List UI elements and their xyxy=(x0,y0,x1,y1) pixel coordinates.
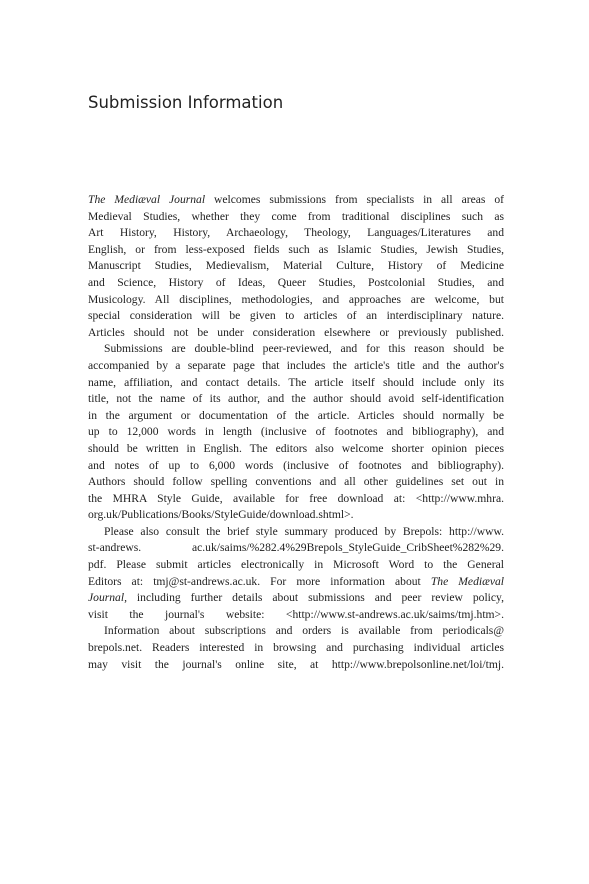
text-line xyxy=(88,607,504,624)
roman-text: Submissions are double-blind peer-reviewed, and for this reason should be xyxy=(104,342,504,356)
paragraph-subscriptions xyxy=(88,623,504,673)
text-line xyxy=(104,524,504,541)
text-line xyxy=(88,657,504,674)
italic-text: The Mediæval xyxy=(430,574,504,588)
text-line xyxy=(88,358,504,375)
text-line xyxy=(88,507,504,524)
text-line xyxy=(88,209,504,226)
roman-text: brepols.net. Readers interested in browsing and purchasing individual articles xyxy=(88,641,504,655)
roman-text: the MHRA Style Guide, available for free download at: <http://www.mhra. xyxy=(88,491,504,505)
roman-text: Manuscript Studies, Medievalism, Material Culture, History of Medicine xyxy=(88,259,504,273)
text-line xyxy=(88,292,504,309)
italic-text: Journal, xyxy=(88,591,127,605)
roman-text: including further details about submissions and peer review policy, xyxy=(126,591,504,605)
text-line xyxy=(88,640,504,657)
text-line xyxy=(104,623,504,640)
roman-text: welcomes submissions from specialists in all areas of xyxy=(205,193,504,206)
roman-text: up to 12,000 words in length (inclusive of footnotes and bibliography), and xyxy=(88,425,504,439)
roman-text: name, affiliation, and contact details. The article itself should include only its xyxy=(88,375,504,389)
text-line xyxy=(88,242,504,259)
roman-text: Medieval Studies, whether they come from traditional disciplines such as xyxy=(88,209,504,223)
paragraph-journal-scope xyxy=(88,192,504,341)
text-line xyxy=(88,308,504,325)
roman-text: pdf. Please submit articles electronically in Microsoft Word to the General xyxy=(88,558,504,572)
text-line xyxy=(88,225,504,242)
text-line xyxy=(88,408,504,425)
text-line xyxy=(88,391,504,408)
roman-text: and notes of up to 6,000 words (inclusive of footnotes and bibliography). xyxy=(88,458,504,472)
roman-text: should be written in English. The editors also welcome shorter opinion pieces xyxy=(88,441,504,455)
roman-text: Please also consult the brief style summary produced by Brepols: http://www. xyxy=(104,524,504,538)
roman-text: title, not the name of its author, and the author should avoid self-identification xyxy=(88,392,504,406)
roman-text: accompanied by a separate page that includes the article's title and the author's xyxy=(88,358,504,372)
text-line xyxy=(88,375,504,392)
roman-text: Art History, History, Archaeology, Theology, Languages/Literatures and xyxy=(88,226,504,240)
roman-text: and Science, History of Ideas, Queer Studies, Postcolonial Studies, and xyxy=(88,275,504,289)
text-line xyxy=(88,540,504,557)
roman-text: English, or from less-exposed fields such as Islamic Studies, Jewish Studies, xyxy=(88,242,504,256)
roman-text: Editors at: tmj@st-andrews.ac.uk. For more information about xyxy=(88,574,431,588)
roman-text: Articles should not be under consideration elsewhere or previously published. xyxy=(88,325,504,339)
text-line xyxy=(88,275,504,292)
roman-text: visit the journal's website: <http://www.st-andrews.ac.uk/saims/tmj.htm>. xyxy=(88,607,504,621)
roman-text: special consideration will be given to articles of an interdisciplinary nature. xyxy=(88,309,504,323)
text-line xyxy=(88,325,504,342)
roman-text: Information about subscriptions and orders is available from periodicals@ xyxy=(104,624,504,638)
text-line xyxy=(88,458,504,475)
text-line xyxy=(88,557,504,574)
text-line xyxy=(88,590,504,607)
roman-text: Musicology. All disciplines, methodologies, and approaches are welcome, but xyxy=(88,292,504,306)
text-line xyxy=(88,192,504,209)
page-title: Submission Information xyxy=(88,93,284,112)
roman-text: in the argument or documentation of the article. Articles should normally be xyxy=(88,408,504,422)
text-line xyxy=(88,474,504,491)
roman-text: st-andrews. ac.uk/saims/%282.4%29Brepols_StyleGuide_CribSheet%282%29. xyxy=(88,541,504,555)
text-line xyxy=(88,258,504,275)
roman-text: may visit the journal's online site, at http://www.brepolsonline.net/loi/tmj. xyxy=(88,657,504,671)
body-text xyxy=(88,192,504,673)
text-line xyxy=(88,491,504,508)
text-line xyxy=(88,441,504,458)
italic-text: The Mediæval Journal xyxy=(88,193,206,206)
paragraph-submission-requirements xyxy=(88,341,504,524)
text-line xyxy=(88,424,504,441)
text-line xyxy=(88,574,504,591)
roman-text: org.uk/Publications/Books/StyleGuide/download.shtml>. xyxy=(88,508,354,522)
paragraph-style-and-contact xyxy=(88,524,504,624)
roman-text: Authors should follow spelling conventions and all other guidelines set out in xyxy=(88,475,504,489)
text-line xyxy=(104,341,504,358)
